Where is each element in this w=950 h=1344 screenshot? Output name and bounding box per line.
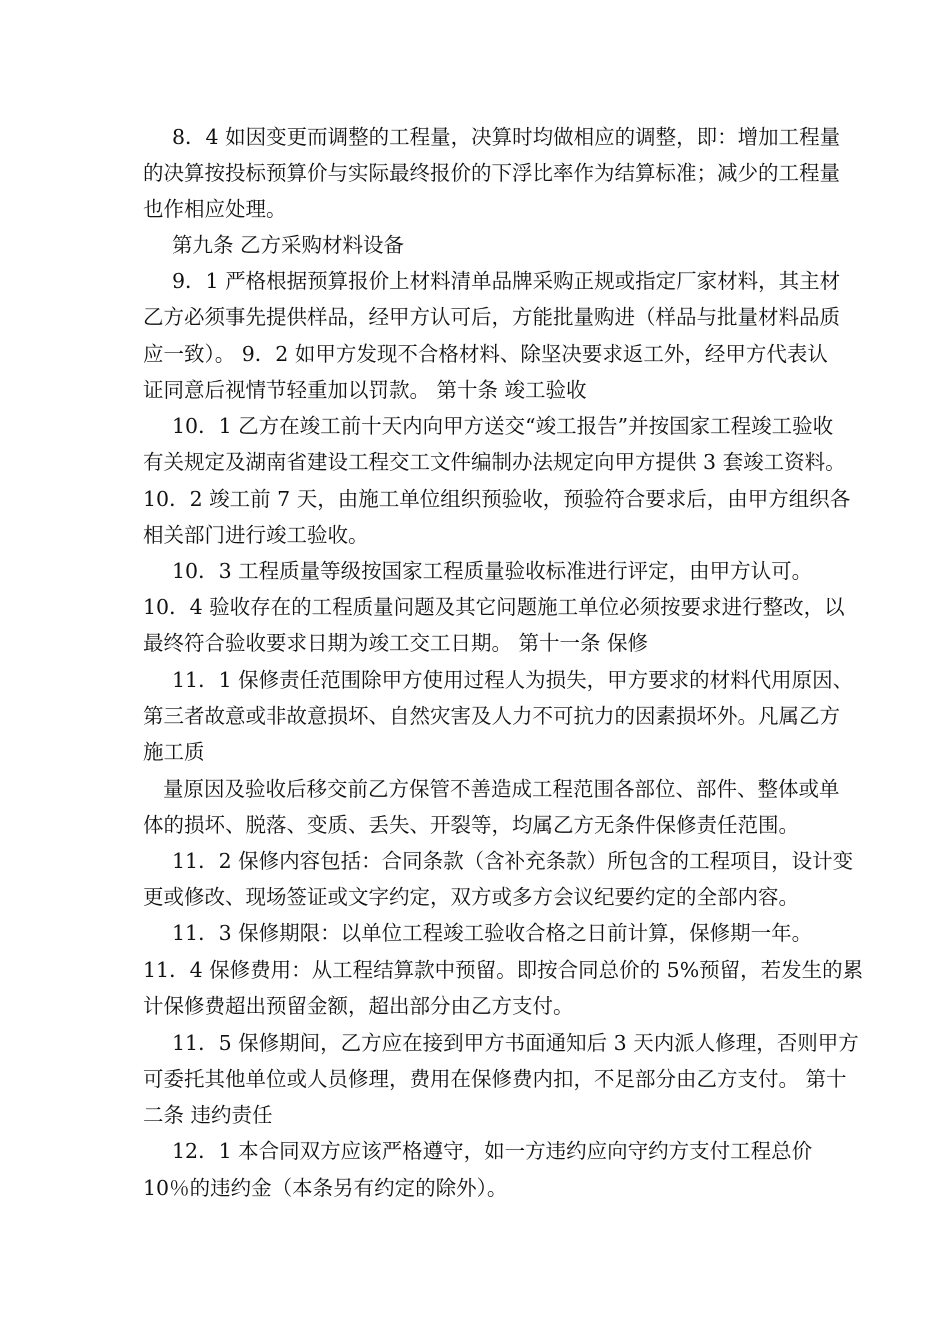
text-line: 10．2 竣工前 7 天，由施工单位组织预验收，预验符合要求后，由甲方组织各 xyxy=(143,487,851,511)
text-line: 也作相应处理。 xyxy=(143,197,287,221)
text-line: 最终符合验收要求日期为竣工交工日期。 第十一条 保修 xyxy=(143,631,649,655)
text-line: 10．4 验收存在的工程质量问题及其它问题施工单位必须按要求进行整改，以 xyxy=(143,595,845,619)
text-line: 11．2 保修内容包括：合同条款（含补充条款）所包含的工程项目，设计变 xyxy=(172,849,854,873)
text-line: 11．1 保修责任范围除甲方使用过程人为损失，甲方要求的材料代用原因、 xyxy=(172,668,854,692)
text-line: 乙方必须事先提供样品，经甲方认可后，方能批量购进（样品与批量材料品质 xyxy=(143,305,840,329)
text-line: 11．3 保修期限：以单位工程竣工验收合格之日前计算，保修期一年。 xyxy=(172,921,813,945)
text-line: 10．3 工程质量等级按国家工程质量验收标准进行评定，由甲方认可。 xyxy=(172,559,813,583)
text-line: 10．1 乙方在竣工前十天内向甲方送交“竣工报告”并按国家工程竣工验收 xyxy=(172,414,834,438)
text-line: 有关规定及湖南省建设工程交工文件编制办法规定向甲方提供 3 套竣工资料。 xyxy=(143,450,846,474)
text-line: 11．5 保修期间，乙方应在接到甲方书面通知后 3 天内派人修理，否则甲方 xyxy=(172,1031,859,1055)
text-line: 更或修改、现场签证或文字约定，双方或多方会议纪要约定的全部内容。 xyxy=(143,885,799,909)
text-line: 第三者故意或非故意损坏、自然灾害及人力不可抗力的因素损坏外。凡属乙方 xyxy=(143,704,840,728)
text-line: 10％的违约金（本条另有约定的除外）。 xyxy=(143,1176,508,1200)
text-line: 8．4 如因变更而调整的工程量，决算时均做相应的调整，即：增加工程量 xyxy=(172,125,841,149)
text-line: 的决算按投标预算价与实际最终报价的下浮比率作为结算标准；减少的工程量 xyxy=(143,161,840,185)
text-line: 12．1 本合同双方应该严格遵守，如一方违约应向守约方支付工程总价 xyxy=(172,1139,813,1163)
text-line: 证同意后视情节轻重加以罚款。 第十条 竣工验收 xyxy=(143,378,587,402)
text-line: 计保修费超出预留金额，超出部分由乙方支付。 xyxy=(143,994,574,1018)
text-line: 应一致）。 9．2 如甲方发现不合格材料、除坚决要求返工外，经甲方代表认 xyxy=(143,342,828,366)
text-line: 相关部门进行竣工验收。 xyxy=(143,523,369,547)
text-line: 11．4 保修费用：从工程结算款中预留。即按合同总价的 5%预留，若发生的累 xyxy=(143,958,864,982)
text-line: 二条 违约责任 xyxy=(143,1103,273,1127)
text-line: 可委托其他单位或人员修理，费用在保修费内扣，不足部分由乙方支付。 第十 xyxy=(143,1067,847,1091)
text-line: 体的损坏、脱落、变质、丢失、开裂等，均属乙方无条件保修责任范围。 xyxy=(143,813,799,837)
section-heading: 第九条 乙方采购材料设备 xyxy=(172,233,405,257)
text-line: 量原因及验收后移交前乙方保管不善造成工程范围各部位、部件、整体或单 xyxy=(163,777,840,801)
text-line: 9．1 严格根据预算报价上材料清单品牌采购正规或指定厂家材料，其主材 xyxy=(172,269,841,293)
text-line: 施工质 xyxy=(143,740,205,764)
